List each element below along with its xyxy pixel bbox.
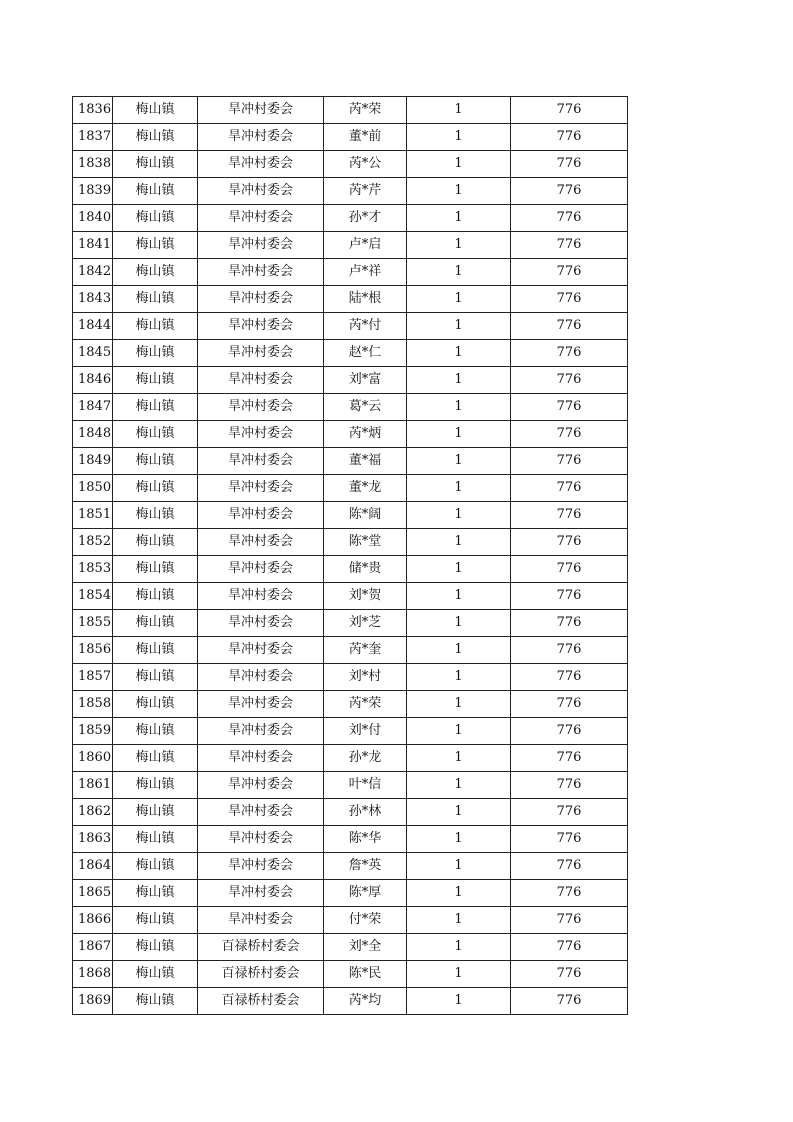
amount-cell: 776 [511,556,628,583]
count-cell: 1 [407,880,511,907]
person-name-cell: 刘*富 [324,367,407,394]
count-cell: 1 [407,394,511,421]
village-committee-cell: 旱冲村委会 [198,394,324,421]
table-row [73,988,628,1015]
amount-cell: 776 [511,259,628,286]
row-number-cell: 1854 [73,583,113,610]
count-cell: 1 [407,664,511,691]
row-number-cell: 1856 [73,637,113,664]
row-number-cell: 1851 [73,502,113,529]
person-name-cell: 刘*贺 [324,583,407,610]
village-committee-cell: 旱冲村委会 [198,178,324,205]
row-number-cell: 1838 [73,151,113,178]
amount-cell: 776 [511,934,628,961]
town-cell: 梅山镇 [113,583,198,610]
amount-cell: 776 [511,691,628,718]
row-number-cell: 1843 [73,286,113,313]
village-committee-cell: 旱冲村委会 [198,475,324,502]
roster-table [72,96,628,1015]
town-cell: 梅山镇 [113,394,198,421]
amount-cell: 776 [511,448,628,475]
count-cell: 1 [407,313,511,340]
amount-cell: 776 [511,907,628,934]
village-committee-cell: 旱冲村委会 [198,448,324,475]
amount-cell: 776 [511,988,628,1015]
table-row [73,205,628,232]
table-row [73,880,628,907]
town-cell: 梅山镇 [113,934,198,961]
village-committee-cell: 旱冲村委会 [198,97,324,124]
town-cell: 梅山镇 [113,637,198,664]
person-name-cell: 芮*荣 [324,691,407,718]
village-committee-cell: 旱冲村委会 [198,907,324,934]
amount-cell: 776 [511,745,628,772]
table-row [73,907,628,934]
amount-cell: 776 [511,151,628,178]
count-cell: 1 [407,529,511,556]
person-name-cell: 陈*厚 [324,880,407,907]
count-cell: 1 [407,205,511,232]
table-row [73,178,628,205]
person-name-cell: 陆*根 [324,286,407,313]
village-committee-cell: 旱冲村委会 [198,772,324,799]
count-cell: 1 [407,367,511,394]
village-committee-cell: 旱冲村委会 [198,637,324,664]
row-number-cell: 1847 [73,394,113,421]
count-cell: 1 [407,799,511,826]
village-committee-cell: 旱冲村委会 [198,745,324,772]
town-cell: 梅山镇 [113,745,198,772]
row-number-cell: 1861 [73,772,113,799]
village-committee-cell: 旱冲村委会 [198,367,324,394]
town-cell: 梅山镇 [113,610,198,637]
amount-cell: 776 [511,394,628,421]
count-cell: 1 [407,961,511,988]
village-committee-cell: 旱冲村委会 [198,286,324,313]
town-cell: 梅山镇 [113,367,198,394]
town-cell: 梅山镇 [113,799,198,826]
count-cell: 1 [407,286,511,313]
row-number-cell: 1865 [73,880,113,907]
village-committee-cell: 旱冲村委会 [198,799,324,826]
amount-cell: 776 [511,637,628,664]
table-row [73,556,628,583]
row-number-cell: 1855 [73,610,113,637]
table-row [73,232,628,259]
amount-cell: 776 [511,286,628,313]
town-cell: 梅山镇 [113,178,198,205]
town-cell: 梅山镇 [113,232,198,259]
amount-cell: 776 [511,367,628,394]
amount-cell: 776 [511,502,628,529]
row-number-cell: 1848 [73,421,113,448]
table-row [73,97,628,124]
town-cell: 梅山镇 [113,448,198,475]
count-cell: 1 [407,745,511,772]
amount-cell: 776 [511,124,628,151]
row-number-cell: 1842 [73,259,113,286]
table-row [73,637,628,664]
table-row [73,664,628,691]
village-committee-cell: 旱冲村委会 [198,340,324,367]
table-row [73,367,628,394]
row-number-cell: 1868 [73,961,113,988]
row-number-cell: 1837 [73,124,113,151]
person-name-cell: 芮*炳 [324,421,407,448]
row-number-cell: 1852 [73,529,113,556]
count-cell: 1 [407,124,511,151]
table-row [73,718,628,745]
person-name-cell: 卢*祥 [324,259,407,286]
amount-cell: 776 [511,340,628,367]
town-cell: 梅山镇 [113,961,198,988]
person-name-cell: 董*龙 [324,475,407,502]
amount-cell: 776 [511,772,628,799]
town-cell: 梅山镇 [113,475,198,502]
person-name-cell: 芮*奎 [324,637,407,664]
row-number-cell: 1850 [73,475,113,502]
row-number-cell: 1844 [73,313,113,340]
table-row [73,124,628,151]
count-cell: 1 [407,988,511,1015]
row-number-cell: 1869 [73,988,113,1015]
count-cell: 1 [407,556,511,583]
town-cell: 梅山镇 [113,151,198,178]
table-row [73,340,628,367]
row-number-cell: 1867 [73,934,113,961]
town-cell: 梅山镇 [113,880,198,907]
amount-cell: 776 [511,826,628,853]
count-cell: 1 [407,853,511,880]
person-name-cell: 芮*公 [324,151,407,178]
village-committee-cell: 旱冲村委会 [198,583,324,610]
table-row [73,826,628,853]
roster-table-body [73,97,628,1015]
town-cell: 梅山镇 [113,556,198,583]
amount-cell: 776 [511,97,628,124]
town-cell: 梅山镇 [113,286,198,313]
row-number-cell: 1863 [73,826,113,853]
row-number-cell: 1845 [73,340,113,367]
row-number-cell: 1862 [73,799,113,826]
person-name-cell: 董*前 [324,124,407,151]
row-number-cell: 1857 [73,664,113,691]
amount-cell: 776 [511,313,628,340]
person-name-cell: 刘*全 [324,934,407,961]
person-name-cell: 卢*启 [324,232,407,259]
village-committee-cell: 旱冲村委会 [198,124,324,151]
table-row [73,853,628,880]
count-cell: 1 [407,151,511,178]
count-cell: 1 [407,610,511,637]
table-row [73,448,628,475]
table-row [73,934,628,961]
count-cell: 1 [407,718,511,745]
person-name-cell: 詹*英 [324,853,407,880]
person-name-cell: 孙*林 [324,799,407,826]
village-committee-cell: 旱冲村委会 [198,529,324,556]
table-row [73,475,628,502]
person-name-cell: 芮*荣 [324,97,407,124]
row-number-cell: 1866 [73,907,113,934]
count-cell: 1 [407,475,511,502]
count-cell: 1 [407,502,511,529]
count-cell: 1 [407,772,511,799]
row-number-cell: 1849 [73,448,113,475]
table-row [73,583,628,610]
amount-cell: 776 [511,853,628,880]
table-row [73,286,628,313]
village-committee-cell: 旱冲村委会 [198,691,324,718]
count-cell: 1 [407,340,511,367]
row-number-cell: 1864 [73,853,113,880]
amount-cell: 776 [511,178,628,205]
person-name-cell: 孙*龙 [324,745,407,772]
village-committee-cell: 旱冲村委会 [198,556,324,583]
table-row [73,799,628,826]
village-committee-cell: 旱冲村委会 [198,259,324,286]
town-cell: 梅山镇 [113,988,198,1015]
village-committee-cell: 旱冲村委会 [198,151,324,178]
person-name-cell: 付*荣 [324,907,407,934]
row-number-cell: 1839 [73,178,113,205]
village-committee-cell: 旱冲村委会 [198,502,324,529]
table-row [73,691,628,718]
count-cell: 1 [407,907,511,934]
village-committee-cell: 旱冲村委会 [198,205,324,232]
town-cell: 梅山镇 [113,124,198,151]
person-name-cell: 陈*华 [324,826,407,853]
amount-cell: 776 [511,664,628,691]
count-cell: 1 [407,826,511,853]
count-cell: 1 [407,97,511,124]
town-cell: 梅山镇 [113,664,198,691]
amount-cell: 776 [511,475,628,502]
row-number-cell: 1859 [73,718,113,745]
person-name-cell: 刘*村 [324,664,407,691]
village-committee-cell: 百禄桥村委会 [198,988,324,1015]
village-committee-cell: 旱冲村委会 [198,853,324,880]
person-name-cell: 芮*芹 [324,178,407,205]
village-committee-cell: 旱冲村委会 [198,313,324,340]
person-name-cell: 陈*阔 [324,502,407,529]
village-committee-cell: 旱冲村委会 [198,421,324,448]
count-cell: 1 [407,583,511,610]
village-committee-cell: 旱冲村委会 [198,718,324,745]
village-committee-cell: 旱冲村委会 [198,232,324,259]
person-name-cell: 赵*仁 [324,340,407,367]
amount-cell: 776 [511,205,628,232]
table-row [73,259,628,286]
town-cell: 梅山镇 [113,502,198,529]
village-committee-cell: 旱冲村委会 [198,664,324,691]
row-number-cell: 1836 [73,97,113,124]
amount-cell: 776 [511,961,628,988]
person-name-cell: 芮*付 [324,313,407,340]
row-number-cell: 1841 [73,232,113,259]
town-cell: 梅山镇 [113,421,198,448]
person-name-cell: 葛*云 [324,394,407,421]
town-cell: 梅山镇 [113,772,198,799]
amount-cell: 776 [511,610,628,637]
amount-cell: 776 [511,799,628,826]
town-cell: 梅山镇 [113,313,198,340]
row-number-cell: 1846 [73,367,113,394]
village-committee-cell: 百禄桥村委会 [198,934,324,961]
village-committee-cell: 旱冲村委会 [198,610,324,637]
person-name-cell: 储*贵 [324,556,407,583]
count-cell: 1 [407,934,511,961]
count-cell: 1 [407,232,511,259]
person-name-cell: 芮*均 [324,988,407,1015]
table-row [73,421,628,448]
row-number-cell: 1840 [73,205,113,232]
town-cell: 梅山镇 [113,853,198,880]
row-number-cell: 1853 [73,556,113,583]
village-committee-cell: 百禄桥村委会 [198,961,324,988]
amount-cell: 776 [511,583,628,610]
town-cell: 梅山镇 [113,826,198,853]
person-name-cell: 刘*付 [324,718,407,745]
town-cell: 梅山镇 [113,529,198,556]
town-cell: 梅山镇 [113,718,198,745]
row-number-cell: 1860 [73,745,113,772]
person-name-cell: 陈*堂 [324,529,407,556]
table-row [73,313,628,340]
person-name-cell: 董*福 [324,448,407,475]
person-name-cell: 叶*信 [324,772,407,799]
document-page [72,96,628,1015]
town-cell: 梅山镇 [113,97,198,124]
table-row [73,394,628,421]
village-committee-cell: 旱冲村委会 [198,880,324,907]
amount-cell: 776 [511,718,628,745]
town-cell: 梅山镇 [113,691,198,718]
row-number-cell: 1858 [73,691,113,718]
town-cell: 梅山镇 [113,205,198,232]
table-row [73,610,628,637]
count-cell: 1 [407,421,511,448]
count-cell: 1 [407,637,511,664]
amount-cell: 776 [511,421,628,448]
count-cell: 1 [407,691,511,718]
table-row [73,529,628,556]
town-cell: 梅山镇 [113,340,198,367]
count-cell: 1 [407,448,511,475]
table-row [73,961,628,988]
person-name-cell: 陈*民 [324,961,407,988]
count-cell: 1 [407,259,511,286]
town-cell: 梅山镇 [113,907,198,934]
count-cell: 1 [407,178,511,205]
table-row [73,772,628,799]
person-name-cell: 孙*才 [324,205,407,232]
amount-cell: 776 [511,232,628,259]
table-row [73,151,628,178]
table-row [73,745,628,772]
village-committee-cell: 旱冲村委会 [198,826,324,853]
town-cell: 梅山镇 [113,259,198,286]
amount-cell: 776 [511,529,628,556]
table-row [73,502,628,529]
amount-cell: 776 [511,880,628,907]
person-name-cell: 刘*芝 [324,610,407,637]
